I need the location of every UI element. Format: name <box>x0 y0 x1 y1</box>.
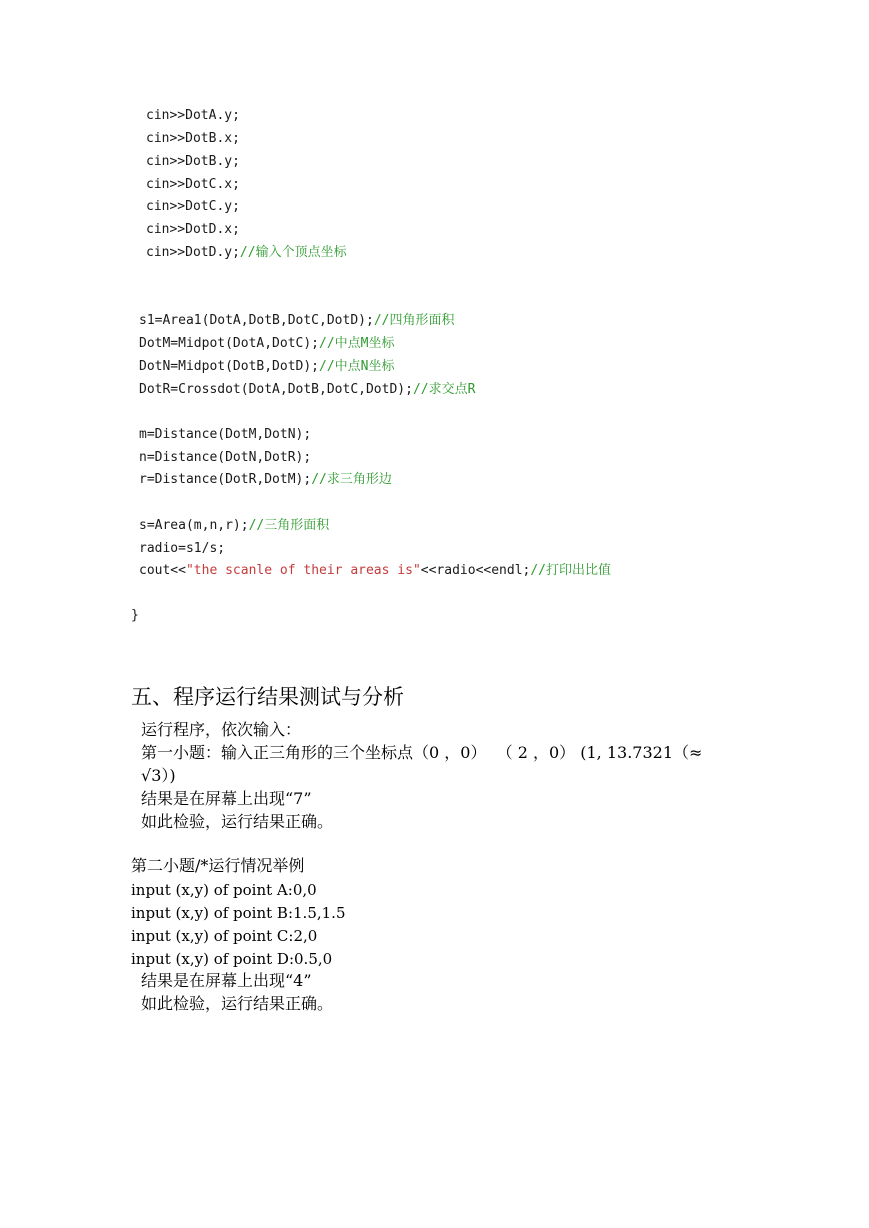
code-line <box>139 540 225 558</box>
q2-title: 第二小题/*运行情况举例 <box>131 856 305 875</box>
code-line <box>139 335 395 353</box>
code-line: cin>>DotB.x; <box>146 131 240 146</box>
q2-input-line: input (x,y) of point A:0,0 <box>131 881 317 899</box>
code-text: DotN=Midpot(DotB,DotD); <box>139 359 320 374</box>
code-text: DotR=Crossdot(DotA,DotB,DotC,DotD); <box>139 382 413 397</box>
code-text: <<radio<<endl; <box>420 563 531 578</box>
q2-check: 如此检验，运行结果正确。 <box>141 994 334 1013</box>
code-comment: //求交点R <box>412 382 476 397</box>
code-text: m=Distance(DotM,DotN); <box>139 427 312 442</box>
code-comment: //三角形面积 <box>248 518 330 533</box>
code-text: s1=Area1(DotA,DotB,DotC,DotD); <box>139 313 374 328</box>
code-line <box>139 449 311 467</box>
intro-text: 运行程序，依次输入： <box>141 720 302 739</box>
code-line <box>139 381 475 399</box>
q2-input-line: input (x,y) of point C:2,0 <box>131 927 318 945</box>
closing-brace: } <box>131 608 139 623</box>
code-comment: //中点M坐标 <box>319 336 395 351</box>
code-line <box>139 517 329 535</box>
code-comment: //求三角形边 <box>311 472 392 487</box>
code-line: cin>>DotC.y; <box>146 199 240 214</box>
code-line <box>139 471 392 489</box>
code-text: radio=s1/s; <box>139 541 226 556</box>
code-comment: //四角形面积 <box>373 313 455 328</box>
code-line <box>139 358 395 376</box>
code-comment: //输入个顶点坐标 <box>239 245 347 260</box>
q2-input-line: input (x,y) of point D:0.5,0 <box>131 950 333 968</box>
code-line: cin>>DotC.x; <box>146 177 240 192</box>
code-text: DotM=Midpot(DotA,DotC); <box>139 336 320 351</box>
code-line: cin>>DotD.x; <box>146 222 240 237</box>
q1-check: 如此检验，运行结果正确。 <box>141 812 334 831</box>
code-line <box>139 426 311 444</box>
code-line: cin>>DotA.y; <box>146 108 240 123</box>
code-string: "the scanle of their areas is" <box>185 563 421 578</box>
q1-text-line1: 第一小题：输入正三角形的三个坐标点（0 ，0） （ 2 ，0） (1, 13.7321（≈ <box>141 743 703 762</box>
code-comment: //打印出比值 <box>530 563 612 578</box>
code-comment: //中点N坐标 <box>319 359 395 374</box>
code-text: s=Area(m,n,r); <box>139 518 249 533</box>
code-text: cout<< <box>139 563 186 578</box>
q2-input-line: input (x,y) of point B:1.5,1.5 <box>131 904 346 922</box>
section-heading: 五、程序运行结果测试与分析 <box>131 685 404 709</box>
q1-result: 结果是在屏幕上出现“7” <box>141 789 312 808</box>
code-text: n=Distance(DotN,DotR); <box>139 450 312 465</box>
code-line <box>139 312 454 330</box>
code-line: cin>>DotB.y; <box>146 154 240 169</box>
q1-text-line2: √3）) <box>141 766 176 785</box>
code-line <box>146 244 347 262</box>
code-line <box>139 562 611 580</box>
code-text: cin>>DotD.y; <box>146 245 240 260</box>
code-text: r=Distance(DotR,DotM); <box>139 472 312 487</box>
q2-result: 结果是在屏幕上出现“4” <box>141 971 312 990</box>
